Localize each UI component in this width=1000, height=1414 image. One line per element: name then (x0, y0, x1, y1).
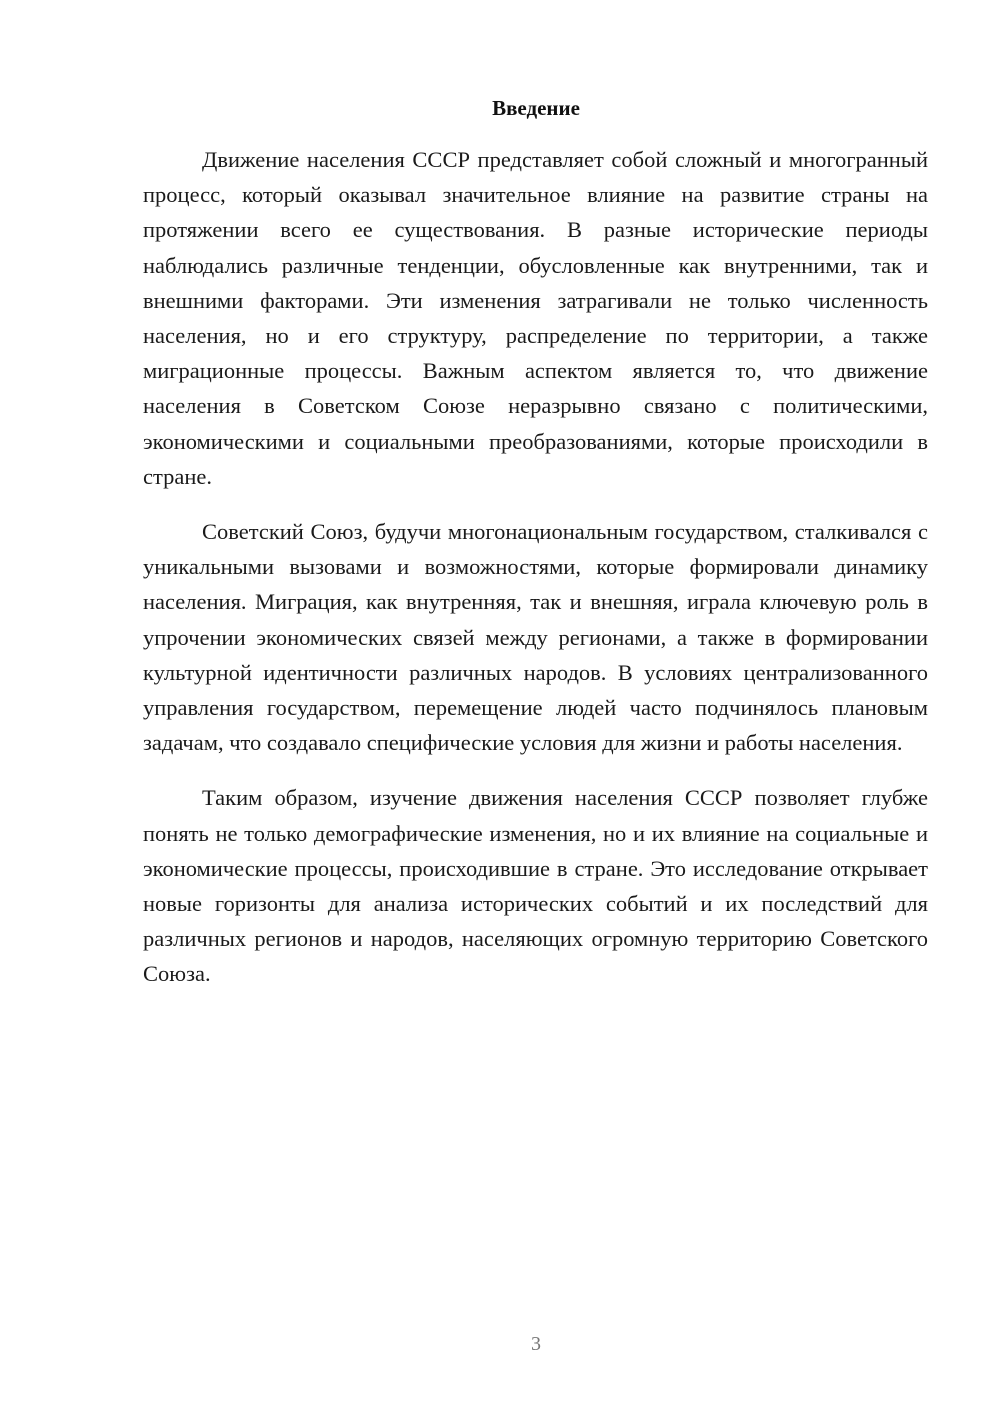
paragraph-2: Советский Союз, будучи многонациональным государством, сталкивался с уникальными вызовами и возможностями, которые формировали динамику населения. Миграция, как внутренняя, так и внешняя, играла ключевую роль в упрочении экономических связей между регионами, а также в формировании культурной идентичности различных народов. В условиях централизованного управления государством, перемещение людей часто подчинялось плановым задачам, что создавало специфические условия для жизни и работы населения. (143, 519, 928, 756)
paragraph-1: Движение населения СССР представляет собой сложный и многогранный процесс, который оказывал значительное влияние на развитие страны на протяжении всего ее существования. В разные исторические периоды наблюдались различные тенденции, обусловленные как внутренними, так и внешними факторами. Эти изменения затрагивали не только численность населения, но и его структуру, распределение по территории, а также миграционные процессы. Важным аспектом является то, что движение населения в Советском Союзе неразрывно связано с политическими, экономическими и социальными преобразованиями, которые происходили в стране. (143, 147, 928, 489)
section-title: Введение (492, 96, 580, 120)
page-number: 3 (531, 1333, 541, 1355)
body-text (143, 142, 928, 1012)
paragraph-3: Таким образом, изучение движения населения СССР позволяет глубже понять не только демографические изменения, но и их влияние на социальные и экономические процессы, происходившие в стране. Это исследование открывает новые горизонты для анализа исторических событий и их последствий для различных регионов и народов, населяющих огромную территорию Советского Союза. (143, 785, 928, 987)
